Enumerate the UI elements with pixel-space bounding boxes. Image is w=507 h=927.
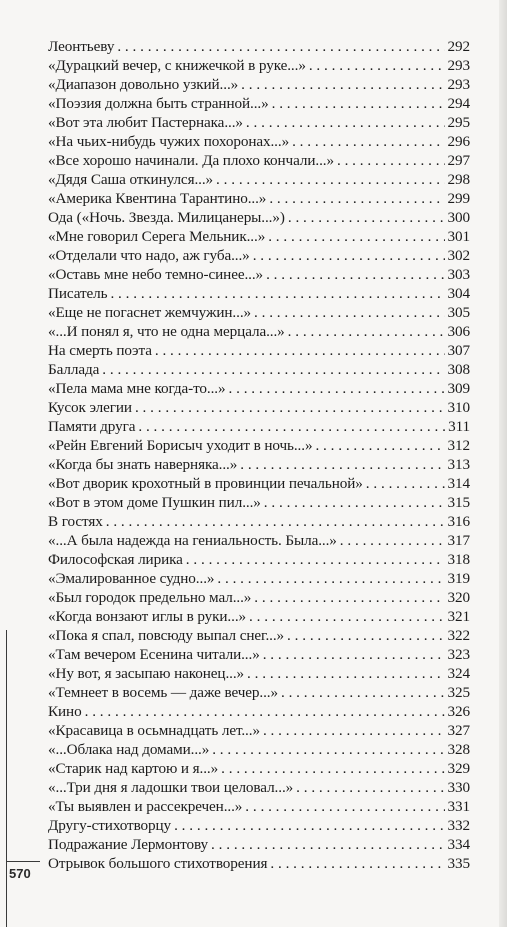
toc-entry-page: 300 bbox=[447, 209, 470, 226]
toc-entry bbox=[48, 550, 470, 569]
toc-entry-page: 294 bbox=[447, 95, 470, 112]
toc-entry-page: 313 bbox=[447, 456, 470, 473]
toc-entry-page: 303 bbox=[447, 266, 470, 283]
toc-entry-title: «...Три дня я ладошки твои целовал...» bbox=[48, 779, 294, 796]
toc-entry-page: 311 bbox=[448, 418, 470, 435]
toc-entry-page: 295 bbox=[447, 114, 470, 131]
dot-leader bbox=[221, 759, 444, 778]
toc-entry-page: 296 bbox=[447, 133, 470, 150]
toc-entry-page: 315 bbox=[447, 494, 470, 511]
dot-leader bbox=[254, 303, 445, 322]
toc-entry-title: «...И понял я, что не одна мерцала...» bbox=[48, 323, 285, 340]
dot-leader bbox=[246, 113, 445, 132]
toc-entry bbox=[48, 740, 470, 759]
toc-entry-title: «Красавица в осьмнадцать лет...» bbox=[48, 722, 260, 739]
dot-leader bbox=[288, 208, 445, 227]
toc-entry bbox=[48, 360, 470, 379]
dot-leader bbox=[287, 626, 444, 645]
toc-entry-title: «...А была надежда на гениальность. Была...» bbox=[48, 532, 337, 549]
dot-leader bbox=[266, 265, 444, 284]
dot-leader bbox=[212, 740, 444, 759]
dot-leader bbox=[249, 607, 444, 626]
toc-entry-page: 316 bbox=[447, 513, 470, 530]
dot-leader bbox=[117, 37, 444, 56]
toc-entry-page: 335 bbox=[447, 855, 470, 872]
toc-entry-page: 309 bbox=[447, 380, 470, 397]
toc-entry-title: «Когда бы знать наверняка...» bbox=[48, 456, 238, 473]
dot-leader bbox=[240, 455, 444, 474]
toc-entry-page: 306 bbox=[447, 323, 470, 340]
toc-entry bbox=[48, 436, 470, 455]
toc-entry-page: 332 bbox=[447, 817, 470, 834]
toc-entry bbox=[48, 246, 470, 265]
toc-entry-page: 305 bbox=[447, 304, 470, 321]
toc-entry bbox=[48, 854, 470, 873]
toc-entry-page: 292 bbox=[447, 38, 470, 55]
toc-entry-title: «Там вечером Есенина читали...» bbox=[48, 646, 260, 663]
toc-entry bbox=[48, 37, 470, 56]
toc-entry-title: «Темнеет в восемь — даже вечер...» bbox=[48, 684, 278, 701]
toc-entry bbox=[48, 75, 470, 94]
margin-rule bbox=[6, 630, 7, 927]
toc-entry-title: Писатель bbox=[48, 285, 108, 302]
dot-leader bbox=[315, 436, 444, 455]
toc-entry-page: 321 bbox=[447, 608, 470, 625]
toc-entry-page: 328 bbox=[447, 741, 470, 758]
toc-entry-page: 320 bbox=[447, 589, 470, 606]
dot-leader bbox=[296, 778, 444, 797]
toc-entry bbox=[48, 417, 470, 436]
toc-entry bbox=[48, 56, 470, 75]
toc-entry-page: 304 bbox=[447, 285, 470, 302]
toc-entry-page: 297 bbox=[447, 152, 470, 169]
toc-entry bbox=[48, 474, 470, 493]
toc-entry bbox=[48, 626, 470, 645]
toc-entry-title: Философская лирика bbox=[48, 551, 183, 568]
dot-leader bbox=[254, 588, 444, 607]
dot-leader bbox=[268, 227, 444, 246]
table-of-contents bbox=[48, 37, 470, 873]
toc-entry-title: «Ты выявлен и рассекречен...» bbox=[48, 798, 243, 815]
toc-entry-page: 302 bbox=[447, 247, 470, 264]
toc-entry-page: 293 bbox=[447, 57, 470, 74]
toc-entry bbox=[48, 607, 470, 626]
toc-entry-title: «Эмалированное судно...» bbox=[48, 570, 215, 587]
toc-entry-title: «Дурацкий вечер, с книжечкой в руке...» bbox=[48, 57, 306, 74]
toc-entry-page: 308 bbox=[447, 361, 470, 378]
toc-entry-title: «Мне говорил Серега Мельник...» bbox=[48, 228, 266, 245]
page-edge-shadow bbox=[499, 0, 507, 927]
toc-entry bbox=[48, 113, 470, 132]
toc-entry bbox=[48, 493, 470, 512]
toc-entry bbox=[48, 265, 470, 284]
dot-leader bbox=[229, 379, 445, 398]
toc-entry bbox=[48, 398, 470, 417]
dot-leader bbox=[211, 835, 444, 854]
toc-entry-title: Баллада bbox=[48, 361, 100, 378]
toc-entry-page: 317 bbox=[447, 532, 470, 549]
toc-entry bbox=[48, 778, 470, 797]
dot-leader bbox=[186, 550, 445, 569]
toc-entry-title: «На чьих-нибудь чужих похоронах...» bbox=[48, 133, 290, 150]
toc-entry bbox=[48, 341, 470, 360]
toc-entry bbox=[48, 588, 470, 607]
dot-leader bbox=[281, 683, 445, 702]
toc-entry-title: «Ну вот, я засыпаю наконец...» bbox=[48, 665, 245, 682]
toc-entry bbox=[48, 208, 470, 227]
toc-entry-title: Другу-стихотворцу bbox=[48, 817, 172, 834]
toc-entry-page: 301 bbox=[447, 228, 470, 245]
toc-entry-title: «Был городок предельно мал...» bbox=[48, 589, 252, 606]
toc-entry-page: 293 bbox=[447, 76, 470, 93]
toc-entry-title: Кусок элегии bbox=[48, 399, 132, 416]
toc-entry bbox=[48, 132, 470, 151]
toc-entry-title: «Вот эта любит Пастернака...» bbox=[48, 114, 243, 131]
dot-leader bbox=[264, 493, 445, 512]
toc-entry-title: Памяти друга bbox=[48, 418, 136, 435]
toc-entry-page: 324 bbox=[447, 665, 470, 682]
dot-leader bbox=[138, 417, 445, 436]
toc-entry bbox=[48, 797, 470, 816]
dot-leader bbox=[155, 341, 445, 360]
dot-leader bbox=[366, 474, 445, 493]
toc-entry-title: «Оставь мне небо темно-синее...» bbox=[48, 266, 264, 283]
toc-entry-title: «Отделали что надо, аж губа...» bbox=[48, 247, 250, 264]
dot-leader bbox=[247, 664, 444, 683]
toc-entry-page: 334 bbox=[447, 836, 470, 853]
dot-leader bbox=[106, 512, 445, 531]
toc-entry bbox=[48, 303, 470, 322]
toc-entry bbox=[48, 721, 470, 740]
dot-leader bbox=[288, 322, 445, 341]
dot-leader bbox=[174, 816, 444, 835]
toc-entry bbox=[48, 531, 470, 550]
toc-entry-title: «Когда вонзают иглы в руки...» bbox=[48, 608, 247, 625]
toc-entry bbox=[48, 151, 470, 170]
toc-entry-page: 319 bbox=[447, 570, 470, 587]
toc-entry bbox=[48, 702, 470, 721]
toc-entry-page: 310 bbox=[447, 399, 470, 416]
toc-entry-page: 299 bbox=[447, 190, 470, 207]
page-number: 570 bbox=[9, 866, 31, 881]
dot-leader bbox=[102, 360, 444, 379]
toc-entry bbox=[48, 645, 470, 664]
toc-entry-title: На смерть поэта bbox=[48, 342, 152, 359]
toc-entry-page: 318 bbox=[447, 551, 470, 568]
toc-entry bbox=[48, 835, 470, 854]
toc-entry bbox=[48, 683, 470, 702]
toc-entry bbox=[48, 569, 470, 588]
toc-entry-title: «Диапазон довольно узкий...» bbox=[48, 76, 239, 93]
toc-entry-title: «...Облака над домами...» bbox=[48, 741, 210, 758]
toc-entry-page: 314 bbox=[447, 475, 470, 492]
dot-leader bbox=[216, 170, 444, 189]
toc-entry-title: Ода («Ночь. Звезда. Милицанеры...») bbox=[48, 209, 285, 226]
toc-entry bbox=[48, 664, 470, 683]
toc-entry-page: 325 bbox=[447, 684, 470, 701]
toc-entry-page: 322 bbox=[447, 627, 470, 644]
toc-entry bbox=[48, 455, 470, 474]
toc-entry-page: 329 bbox=[447, 760, 470, 777]
dot-leader bbox=[110, 284, 444, 303]
dot-leader bbox=[85, 702, 445, 721]
toc-entry-title: «Пела мама мне когда-то...» bbox=[48, 380, 226, 397]
toc-entry-title: «Все хорошо начинали. Да плохо кончали...» bbox=[48, 152, 334, 169]
toc-entry bbox=[48, 379, 470, 398]
dot-leader bbox=[135, 398, 445, 417]
toc-entry-title: «Рейн Евгений Борисыч уходит в ночь...» bbox=[48, 437, 313, 454]
toc-entry-page: 312 bbox=[447, 437, 470, 454]
dot-leader bbox=[309, 56, 445, 75]
toc-entry-title: Подражание Лермонтову bbox=[48, 836, 209, 853]
toc-entry bbox=[48, 512, 470, 531]
toc-entry-title: «Старик над картою и я...» bbox=[48, 760, 219, 777]
dot-leader bbox=[245, 797, 444, 816]
toc-entry-title: Отрывок большого стихотворения bbox=[48, 855, 268, 872]
toc-entry bbox=[48, 227, 470, 246]
dot-leader bbox=[217, 569, 444, 588]
toc-entry-title: Кино bbox=[48, 703, 82, 720]
toc-entry bbox=[48, 322, 470, 341]
dot-leader bbox=[241, 75, 444, 94]
toc-entry-title: В гостях bbox=[48, 513, 103, 530]
toc-entry-page: 323 bbox=[447, 646, 470, 663]
toc-entry-page: 298 bbox=[447, 171, 470, 188]
toc-entry-page: 326 bbox=[447, 703, 470, 720]
toc-entry bbox=[48, 284, 470, 303]
toc-entry bbox=[48, 816, 470, 835]
dot-leader bbox=[253, 246, 445, 265]
toc-entry bbox=[48, 94, 470, 113]
toc-entry-page: 327 bbox=[447, 722, 470, 739]
toc-entry-page: 331 bbox=[447, 798, 470, 815]
toc-entry-page: 330 bbox=[447, 779, 470, 796]
dot-leader bbox=[270, 854, 444, 873]
toc-entry-title: «Еще не погаснет жемчужин...» bbox=[48, 304, 252, 321]
toc-entry-title: «Дядя Саша откинулся...» bbox=[48, 171, 214, 188]
dot-leader bbox=[269, 189, 444, 208]
dot-leader bbox=[292, 132, 444, 151]
toc-entry-page: 307 bbox=[447, 342, 470, 359]
dot-leader bbox=[263, 721, 445, 740]
toc-entry-title: «Вот дворик крохотный в провинции печальной» bbox=[48, 475, 363, 492]
dot-leader bbox=[337, 151, 445, 170]
dot-leader bbox=[272, 94, 445, 113]
toc-entry-title: «Вот в этом доме Пушкин пил...» bbox=[48, 494, 261, 511]
toc-entry bbox=[48, 189, 470, 208]
toc-entry bbox=[48, 759, 470, 778]
toc-entry-title: Леонтьеву bbox=[48, 38, 115, 55]
folio-rule bbox=[6, 861, 40, 862]
toc-entry-title: «Пока я спал, повсюду выпал снег...» bbox=[48, 627, 285, 644]
toc-entry bbox=[48, 170, 470, 189]
dot-leader bbox=[263, 645, 445, 664]
dot-leader bbox=[340, 531, 445, 550]
toc-entry-title: «Америка Квентина Тарантино...» bbox=[48, 190, 267, 207]
toc-entry-title: «Поэзия должна быть странной...» bbox=[48, 95, 269, 112]
